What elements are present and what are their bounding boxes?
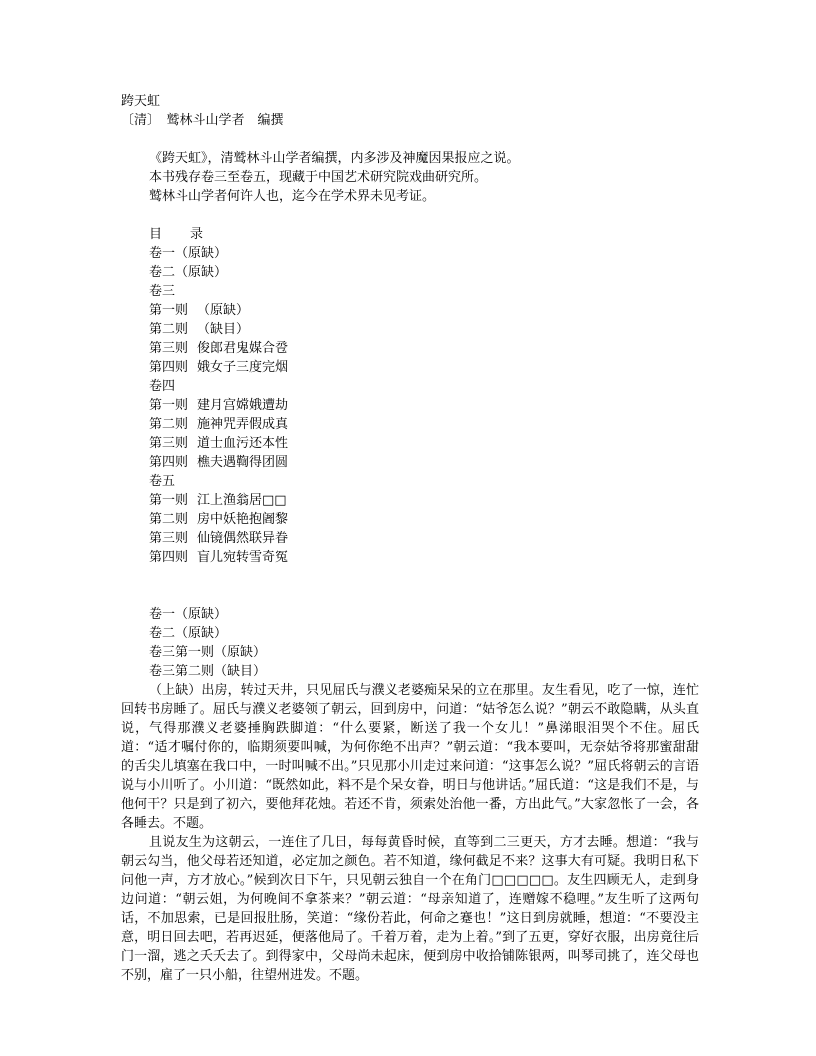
- section-heading: 卷三第一则（原缺）: [149, 645, 267, 660]
- toc-entry-title: （缺目）: [197, 322, 250, 337]
- toc-entry: [149, 415, 699, 434]
- toc-entry-number: 第四则: [149, 360, 189, 375]
- intro-line: 《跨天虹》，清鹫林斗山学者编撰，内多涉及神魔因果报应之说。: [149, 151, 520, 166]
- toc-entry-number: 第一则: [149, 493, 189, 508]
- toc-entry-number: 第三则: [149, 436, 189, 451]
- toc-entry: [149, 396, 699, 415]
- intro-section: [121, 149, 699, 206]
- toc-entry-title: 施神咒弄假成真: [197, 417, 289, 432]
- toc-entry: [149, 548, 699, 567]
- document-page: [121, 92, 699, 985]
- toc-entry-title: 仙镜偶然联异眷: [197, 531, 289, 546]
- toc-entry-number: 第二则: [149, 322, 189, 337]
- toc-volume-3: 卷三: [149, 284, 176, 299]
- toc-entry-title: （原缺）: [197, 303, 250, 318]
- toc-entry-number: 第一则: [149, 303, 189, 318]
- document-byline: 〔清〕 鹫林斗山学者 编撰: [121, 113, 284, 128]
- toc-entry-title: 盲儿宛转雪奇冤: [197, 550, 289, 565]
- section-heading: 卷二（原缺）: [149, 626, 228, 641]
- body-paragraph: （上缺）出房，转过天井，只见屈氏与濮义老婆痴呆呆的立在那里。友生看见，吃了一惊，连忙回转书房睡了。屈氏与濮义老婆领了朝云，回到房中，问道：“姑爷怎么说？”朝云不敢隐瞒，从头直说，气得那濮义老婆捶胸跌脚道：“什么要紧，断送了我一个女儿！”鼻涕眼泪哭个不住。屈氏道：“适才嘱付你的，临期须要叫喊，为何你绝不出声？”朝云道：“我本要叫，无奈姑爷将那蜜甜甜的舌尖儿填塞在我口中，一时叫喊不出。”只见那小川走过来问道：“这事怎么说？”屈氏将朝云的言语说与小川听了。小川道：“既然如此，料不是个呆女眷，明日与他讲话。”屈氏道：“这是我们不是，与他何干？只是到了初六，要他拜花烛。若还不肯，须索处治他一番，方出此气。”大家忽怅了一会，各各睡去。不题。: [121, 683, 699, 831]
- toc-entry-title: 房中妖艳抱阇黎: [197, 512, 289, 527]
- toc-entry-number: 第一则: [149, 398, 189, 413]
- toc-heading-first: 目: [149, 227, 163, 242]
- body-paragraph: 且说友生为这朝云，一连住了几日，每每黄昏时候，直等到二三更天，方才去睡。想道：“我与朝云勾当，他父母若还知道，必定加之颜色。若不知道，缘何截足不来？这事大有可疑。我明日私下问他一声，方才放心。”候到次日下午，只见朝云独自一个在角门□□□□□。友生四顾无人，走到身边问道：“朝云姐，为何晚间不拿茶来？”朝云道：“母亲知道了，连赠嫁不稳哩。”友生听了这两句话，不加思索，已是回报肚肠，笑道：“缘份若此，何命之蹇也！”这日到房就睡，想道：“不要没主意，明日回去吧，若再迟延，便落他局了。千着万着，走为上着。”到了五更，穿好衣服，出房竟往后门一溜，逃之夭夭去了。到得家中，父母尚未起床，便到房中收拾铺陈银两，叫琴司挑了，连父母也不别，雇了一只小船，往望州进发。不题。: [121, 835, 699, 983]
- toc-entry: [149, 434, 699, 453]
- intro-line: 本书残存卷三至卷五，现藏于中国艺术研究院戏曲研究所。: [149, 170, 488, 185]
- body-section-headings: [121, 605, 699, 681]
- toc-entry-number: 第三则: [149, 341, 189, 356]
- toc-volume-1: 卷一（原缺）: [149, 246, 228, 261]
- toc-entry-title: 江上渔翁居□□: [197, 493, 287, 508]
- toc-entry: [149, 491, 699, 510]
- toc-entry: [149, 510, 699, 529]
- section-heading: 卷三第二则（缺目）: [149, 664, 267, 679]
- toc-entry-number: 第二则: [149, 512, 189, 527]
- toc-heading: [149, 225, 699, 244]
- toc-entry-number: 第四则: [149, 455, 189, 470]
- toc-entry: [149, 320, 699, 339]
- toc-heading-second: 录: [190, 227, 204, 242]
- toc-entry-number: 第三则: [149, 531, 189, 546]
- toc-entry: [149, 339, 699, 358]
- document-title: 跨天虹: [121, 94, 161, 109]
- table-of-contents: [121, 225, 699, 567]
- section-heading: 卷一（原缺）: [149, 607, 228, 622]
- intro-line: 鹫林斗山学者何许人也，迄今在学术界未见考证。: [149, 189, 436, 204]
- toc-entry: [149, 358, 699, 377]
- toc-entry-number: 第四则: [149, 550, 189, 565]
- body-text: [121, 681, 699, 985]
- toc-entry: [149, 529, 699, 548]
- toc-entry-title: 道士血污还本性: [197, 436, 289, 451]
- toc-entry: [149, 301, 699, 320]
- toc-entry-title: 樵夫遇鞫得团圆: [197, 455, 289, 470]
- toc-volume-4: 卷四: [149, 379, 176, 394]
- toc-volume-2: 卷二（原缺）: [149, 265, 228, 280]
- toc-entry-title: 娥女子三度完烟: [197, 360, 289, 375]
- toc-volume-5: 卷五: [149, 474, 176, 489]
- toc-entry-title: 俊郎君鬼媒合卺: [197, 341, 289, 356]
- toc-entry-title: 建月宫嫦娥遭劫: [197, 398, 289, 413]
- toc-entry-number: 第二则: [149, 417, 189, 432]
- toc-entry: [149, 453, 699, 472]
